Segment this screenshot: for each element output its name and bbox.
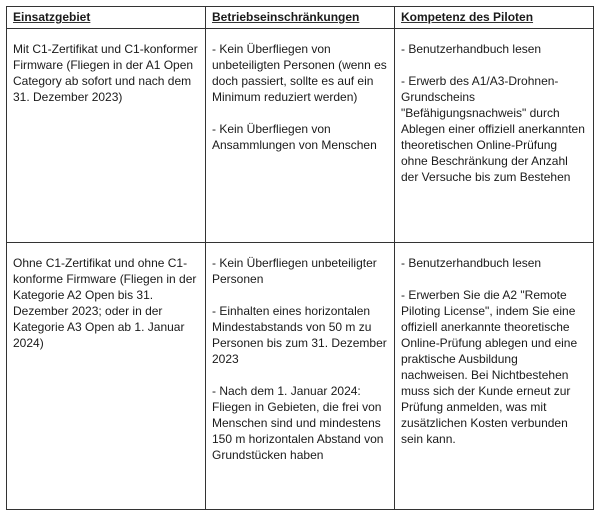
cell-kompetenz [395,29,594,243]
table-row [7,29,594,243]
einsatzgebiet-text: Mit C1-Zertifikat und C1-konformer Firmware (Fliegen in der A1 Open Category ab sofort und nach dem 31. Dezember 2023) [13,42,198,104]
kompetenz-item: - Erwerben Sie die A2 "Remote Piloting License", indem Sie eine offiziell anerkannte theoretische Online-Prüfung ablegen und eine praktische Ausbildung nachweisen. Bei Nichtbestehen muss sich der Kunde erneut zur Prüfung anmelden, was mit zusätzlichen Kosten verbunden sein kann. [401,288,578,446]
cell-einsatzgebiet [7,243,206,510]
table-row [7,243,594,510]
einschraenkung-item: - Nach dem 1. Januar 2024: Fliegen in Gebieten, die frei von Menschen sind und mindestens 150 m horizontalen Abstand von Grundstücken haben [212,384,384,462]
regulation-table [6,6,594,510]
einsatzgebiet-text: Ohne C1-Zertifikat und ohne C1-konforme Firmware (Fliegen in der Kategorie A2 Open bis 31. Dezember 2023; oder in der Kategorie A3 Open ab 1. Januar 2024) [13,256,197,350]
einschraenkung-item: - Einhalten eines horizontalen Mindestabstands von 50 m zu Personen bis zum 31. Dezember 2023 [212,304,387,366]
header-row [7,7,594,29]
cell-einschraenkungen [206,243,395,510]
einschraenkung-item: - Kein Überfliegen von unbeteiligten Personen (wenn es doch passiert, sollte es auf ein Minimum reduziert werden) [212,42,387,104]
header-einsatzgebiet: Einsatzgebiet [7,7,206,29]
kompetenz-item: - Benutzerhandbuch lesen [401,42,542,56]
header-betriebseinschraenkungen: Betriebseinschränkungen [206,7,395,29]
cell-einschraenkungen [206,29,395,243]
einschraenkung-item: - Kein Überfliegen unbeteiligter Personen [212,256,377,286]
kompetenz-item: - Benutzerhandbuch lesen [401,256,542,270]
cell-einsatzgebiet [7,29,206,243]
cell-kompetenz [395,243,594,510]
kompetenz-item: - Erwerb des A1/A3-Drohnen-Grundscheins "Befähigungsnachweis" durch Ablegen einer offiziell anerkannten theoretischen Online-Prüfung ohne Beschränkung der Anzahl der Versuche bis zum Bestehen [401,74,585,184]
header-kompetenz-des-piloten: Kompetenz des Piloten [395,7,594,29]
einschraenkung-item: - Kein Überfliegen von Ansammlungen von Menschen [212,122,377,152]
